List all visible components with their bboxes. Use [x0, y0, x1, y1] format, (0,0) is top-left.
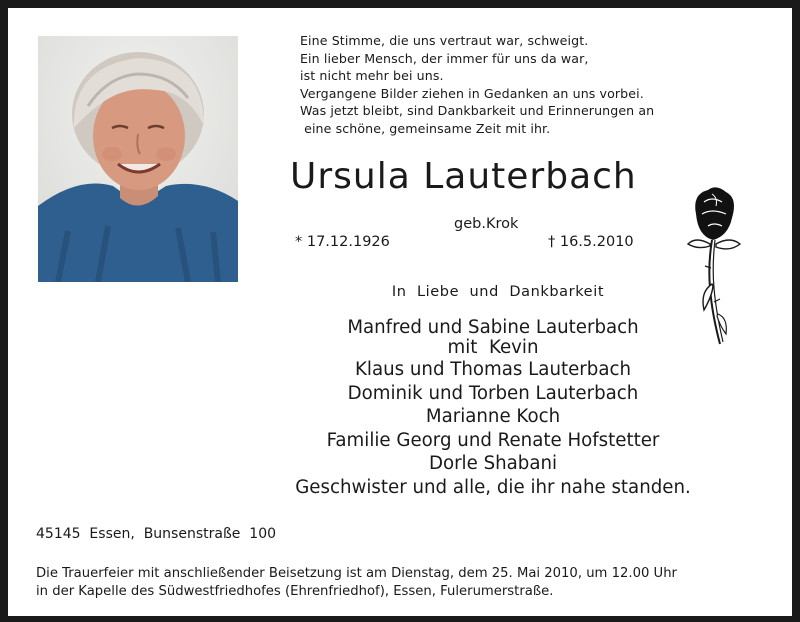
family-list	[268, 318, 718, 499]
death-date: † 16.5.2010	[548, 234, 634, 250]
family-entry: Geschwister und alle, die ihr nahe standen.	[295, 476, 691, 498]
rose-icon	[682, 184, 744, 352]
family-entry: Familie Georg und Renate Hofstetter	[326, 429, 660, 451]
deceased-name: Ursula Lauterbach	[290, 156, 637, 197]
family-entry: mit Kevin	[447, 337, 539, 358]
family-entry: Marianne Koch	[425, 406, 561, 427]
family-entry: Manfred und Sabine Lauterbach	[347, 317, 639, 338]
birth-name: geb.Krok	[454, 216, 519, 232]
funeral-line: in der Kapelle des Südwestfriedhofes (Ehrenfriedhof), Essen, Fulerumerstraße.	[36, 583, 554, 599]
poem	[300, 32, 740, 137]
family-entry: Dominik und Torben Lauterbach	[347, 382, 639, 404]
funeral-line: Die Trauerfeier mit anschließender Beisetzung ist am Dienstag, dem 25. Mai 2010, um 12.00 Uhr	[36, 566, 677, 581]
thanks-line: In Liebe und Dankbarkeit	[391, 284, 605, 300]
family-entry: Klaus und Thomas Lauterbach	[355, 359, 631, 380]
poem-line: ist nicht mehr bei uns.	[300, 68, 444, 83]
birth-date: * 17.12.1926	[295, 234, 390, 250]
poem-line: Eine Stimme, die uns vertraut war, schweigt.	[300, 33, 589, 48]
funeral-notice	[36, 565, 776, 600]
address: 45145 Essen, Bunsenstraße 100	[36, 526, 277, 542]
poem-line: Ein lieber Mensch, der immer für uns da war,	[300, 50, 589, 66]
poem-line: Vergangene Bilder ziehen in Gedanken an uns vorbei.	[300, 85, 644, 101]
family-entry: Dorle Shabani	[428, 453, 558, 474]
portrait-illustration	[38, 36, 238, 282]
portrait-photo	[38, 36, 238, 282]
poem-line: eine schöne, gemeinsame Zeit mit ihr.	[300, 120, 551, 136]
poem-line: Was jetzt bleibt, sind Dankbarkeit und Erinnerungen an	[300, 103, 655, 118]
